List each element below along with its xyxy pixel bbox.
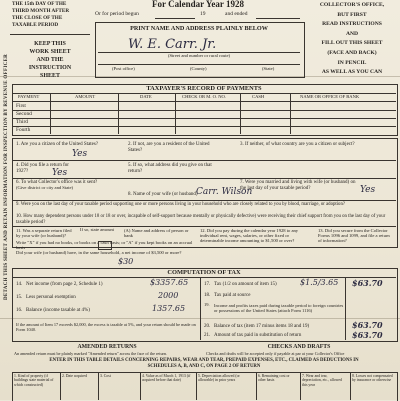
q6-sub: (Give district or city and State): [16, 185, 74, 190]
divider: [12, 178, 396, 179]
line16-value[interactable]: 1357.65: [152, 304, 186, 313]
col-sep: [240, 93, 241, 134]
col-sep: [196, 372, 197, 400]
col-sep: [98, 372, 99, 400]
col-check: CHECK OR M. O. NO.: [182, 94, 227, 99]
col-sep: [345, 277, 346, 340]
line18-no: 18.: [204, 293, 211, 298]
period-begun-label: Or for period begun: [95, 11, 139, 17]
q1-answer[interactable]: Yes: [72, 149, 88, 159]
q9-label: 9. Were you on the last day of your taxable period supporting one or more persons living in your household who are closely related to you by blood, marriage, or adoption?: [16, 202, 345, 207]
amended-text: An amended return must be plainly marked "Amended return" across the face of the return.: [14, 351, 168, 356]
row-fourth: Fourth: [16, 127, 31, 133]
q3-label: 3. If neither, of what country are you a citizen or subject?: [240, 142, 355, 147]
col-date: DATE: [140, 94, 152, 99]
wife-income-answer[interactable]: $30: [118, 257, 134, 266]
col-sep: [140, 372, 141, 400]
line16-no: 16.: [16, 308, 23, 313]
col-remaining-cost: 6. Remaining cost or other basis: [258, 374, 290, 383]
enter-line-2: SCHEDULES A, B, AND C, ON PAGE 2 OF RETURN: [147, 364, 261, 369]
col-sep: [350, 372, 351, 400]
line17-value[interactable]: $1.5/3.65: [300, 278, 339, 287]
row-third: Third: [16, 119, 28, 125]
row-second: Second: [16, 111, 32, 117]
line19-no: 19.: [204, 302, 210, 307]
computation-footnote: If the amount of Item 17 exceeds $2,000, the excess is taxable at 5%, and your return should be made on Form 1040.: [16, 322, 196, 332]
books-label: Write "X" if you had no books, or books on a cash basis; or "A" if you kept books on an accrual basis: [16, 240, 193, 251]
q8-label: 8. Name of your wife (or husband): [128, 192, 198, 197]
line17-label: Tax (1/2 on amount of item 15): [214, 282, 277, 287]
form-title: For Calendar Year 1928: [152, 0, 244, 9]
period-ended-label: and ended: [225, 11, 248, 17]
col-sep: [118, 93, 119, 134]
line14-value[interactable]: $3357.65: [150, 278, 189, 287]
period-ended-field[interactable]: [256, 18, 300, 19]
q11-amount-label: If so, state amount: [80, 227, 114, 232]
divider: [10, 34, 90, 35]
line17-tax[interactable]: $63.70: [352, 278, 383, 288]
row-first: First: [16, 103, 26, 109]
line21-value[interactable]: $63.70: [352, 330, 383, 340]
line21-no: 21.: [204, 333, 211, 338]
computation-title: COMPUTATION OF TAX: [167, 269, 241, 276]
col-amount: AMOUNT: [75, 94, 96, 99]
line15-value[interactable]: 2000: [158, 291, 179, 300]
col-sep: [175, 93, 176, 134]
q11-label: 11. Was a separate return filed by your wife (or husband)?: [16, 228, 72, 239]
address-line: [98, 64, 300, 65]
col-sep: [300, 372, 301, 400]
line21-label: Amount of tax paid in substitution of return: [214, 333, 302, 338]
state-caption: (State): [262, 66, 275, 71]
divider: [12, 118, 396, 119]
line15-no: 15.: [16, 295, 23, 300]
divider: [12, 226, 396, 227]
street-caption: (Street and number or rural route): [167, 53, 231, 58]
line14-no: 14.: [16, 282, 23, 287]
line16-label: Balance (income taxable at 4%): [26, 308, 90, 313]
county-caption: (County): [190, 66, 207, 71]
q6-label: 6. To what Collector's office was it sent?: [16, 180, 98, 185]
divider: [12, 126, 396, 127]
col-value-1913: 4. Value as of March 1, 1913 (if acquired before that date): [142, 374, 191, 383]
col-sep: [60, 372, 61, 400]
q7-answer[interactable]: Yes: [360, 185, 376, 195]
q7-label: 7. Were you married and living with wife (or husband) on the last day of your taxable period?: [240, 180, 356, 191]
divider: [12, 200, 396, 201]
period-begun-field[interactable]: [155, 18, 195, 19]
col-sep: [290, 93, 291, 134]
col-sep: [256, 372, 257, 400]
line20-value[interactable]: $63.70: [352, 320, 383, 330]
enter-line: ENTER IN THIS TABLE DETAILS CONCERNING REPAIRS, WEAR AND TEAR, PREPAID EXPENSES, ETC., CLAIMED AS DEDUCTIONS IN: [49, 358, 359, 363]
col-date-acquired: 2. Date acquired: [62, 374, 87, 378]
line20-no: 20.: [204, 324, 211, 329]
books-checkbox[interactable]: [98, 241, 112, 250]
divider: [12, 101, 396, 102]
side-instruction: DETACH THIS SHEET AND RETAIN INFORMATION FOR INSPECTION BY REVENUE OFFICER: [4, 53, 9, 300]
q8-answer[interactable]: Carr. Wilson: [196, 187, 253, 197]
q11-bank-label: (A) Name and address of person or bank: [124, 228, 189, 239]
q2-label: 2. If not, are you a resident of the United States?: [128, 142, 210, 153]
wife-income-label: Did your wife (or husband) have, in the same household, a net income of $3,500 or more?: [16, 250, 182, 255]
period-year-label: 19: [200, 11, 206, 17]
q5-label: 5. If so, what address did you give on that return?: [128, 163, 212, 174]
q10-label: 10. How many dependent persons under 18 or 18 or over, incapable of self-support because mentally or physically defective) were receiving their chief support from you on the last day of your taxable period?: [16, 214, 386, 225]
col-depreciation-prior: 5. Depreciation allowed (or allowable) in prior years: [198, 374, 240, 383]
checks-title: CHECKS AND DRAFTS: [267, 344, 331, 350]
right-instructions: COLLECTOR'S OFFICE, BUT FIRST READ INSTRUCTIONS AND FILL OUT THIS SHEET (FACE AND BACK) IN PENCIL AS WELL AS YOU CAN: [319, 2, 385, 76]
q4-answer[interactable]: Yes: [52, 168, 68, 178]
left-keep-block: KEEP THIS WORK SHEET AND THE INSTRUCTION SHEET: [28, 41, 72, 79]
payments-title: TAXPAYER'S RECORD OF PAYMENTS: [146, 85, 262, 92]
col-bank: NAME OR OFFICE OF BANK: [300, 94, 360, 99]
col-cash: CASH: [252, 94, 265, 99]
col-cost: 3. Cost: [100, 374, 111, 378]
q1-label: 1. Are you a citizen of the United States?: [16, 142, 99, 147]
left-notice: THE 15th DAY OF THE THIRD MONTH AFTER THE CLOSE OF THE TAXABLE PERIOD: [12, 1, 70, 28]
print-name-label: PRINT NAME AND ADDRESS PLAINLY BELOW: [130, 25, 268, 32]
line17-no: 17.: [204, 282, 211, 287]
line14-label: Net income (from page 2, Schedule 1): [26, 282, 103, 287]
q13-label: 13. Did you secure from the Collector Forms 1096 and 1099, and file a return of information?: [318, 228, 390, 244]
line19-label: Income and profits taxes paid during taxable period to foreign countries or possessions of the United States (attach Form 1116): [214, 303, 344, 313]
line15-label: Less personal exemption: [26, 295, 76, 300]
checks-text: Checks and drafts will be accepted only if payable at par at your Collector's Office: [206, 351, 345, 356]
col-kind: 1. Kind of property (if buildings state material of which constructed): [14, 374, 54, 387]
col-sep: [200, 277, 201, 340]
col-losses: 8. Losses not compensated by insurance or otherwise: [352, 374, 393, 383]
divider: [12, 160, 396, 161]
taxpayer-name[interactable]: W. E. Carr. Jr.: [128, 37, 217, 52]
col-payment: PAYMENT: [18, 94, 40, 99]
divider: [12, 110, 396, 111]
col-sep: [50, 93, 51, 134]
divider: [12, 277, 396, 278]
post-office-caption: (Post office): [112, 66, 135, 71]
col-wear-tear: 7. Wear and tear, depreciation, etc., allowed this year: [302, 374, 342, 387]
line20-label: Balance of tax (item 17 minus items 18 and 19): [214, 324, 310, 329]
amended-title: AMENDED RETURNS: [77, 344, 137, 350]
q4-label: 4. Did you file a return for 1927?: [16, 163, 69, 174]
q12-label: 12. Did you pay during the calendar year 1928 to any individual rent, wages, salaries, or other fixed or determinable income amounting to $1,500 or over?: [200, 228, 299, 244]
line18-label: Tax paid at source: [214, 293, 251, 298]
